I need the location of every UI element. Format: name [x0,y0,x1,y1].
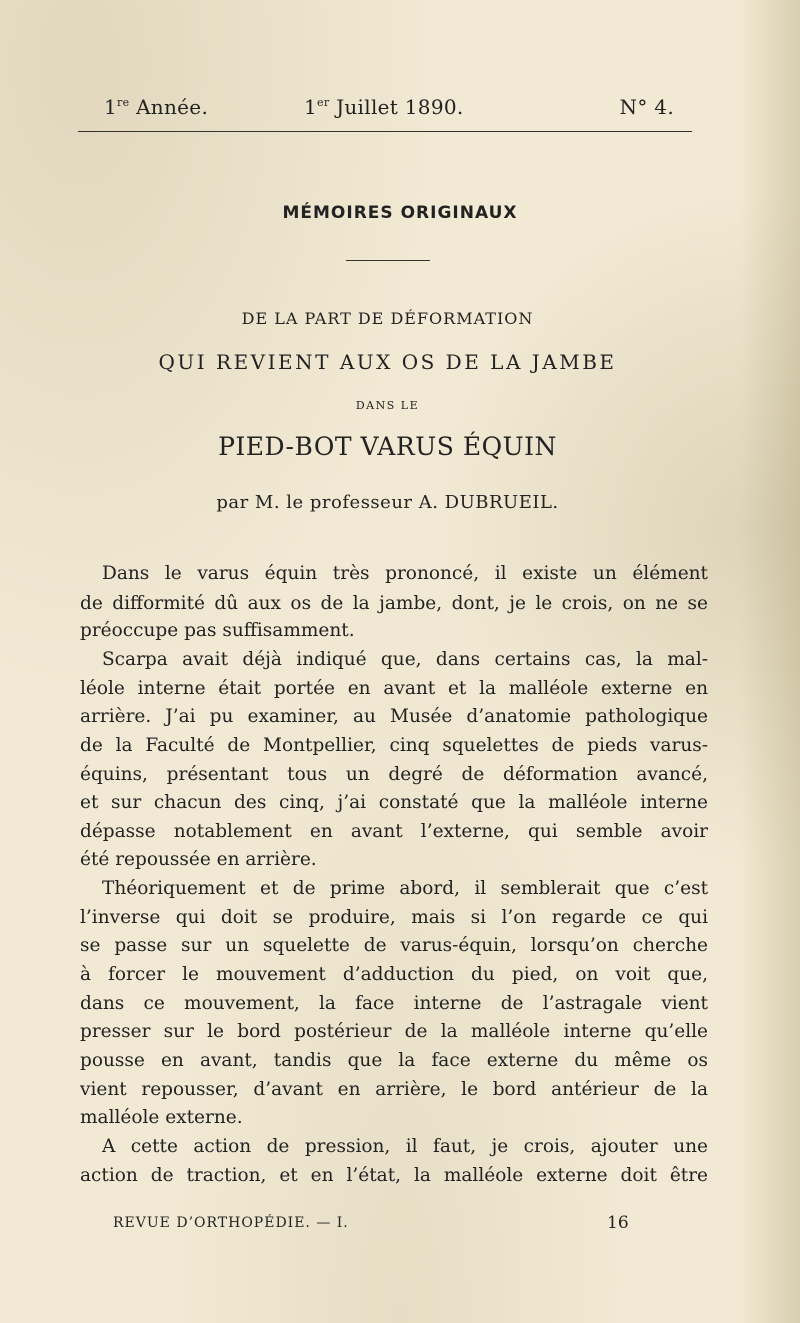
header-date: 1er Juillet 1890. [304,95,464,119]
footer-journal: REVUE D’ORTHOPÉDIE. — I. [113,1215,349,1231]
article-title-line-2: QUI REVIENT AUX OS DE LA JAMBE [158,350,617,374]
body-line: été repoussée en arrière. [80,849,317,870]
body-line: dépasse notablement en avant l’externe, qui semble avoir [80,821,708,842]
body-line: A cette action de pression, il faut, je crois, ajouter une [102,1136,708,1157]
article-title-line-4: PIED-BOT VARUS ÉQUIN [218,432,557,461]
body-line: léole interne était portée en avant et la malléole externe en [80,678,708,699]
body-line: se passe sur un squelette de varus-équin, lorsqu’on cherche [80,935,708,956]
header-year: 1re Année. [104,95,209,119]
body-line: vient repousser, d’avant en arrière, le bord antérieur de la [80,1079,708,1100]
body-line: et sur chacun des cinq, j’ai constaté que la malléole interne [80,792,708,813]
body-line: dans ce mouvement, la face interne de l’astragale vient [80,993,708,1014]
body-line: de difformité dû aux os de la jambe, dont, je le crois, on ne se [80,593,708,614]
body-line: pousse en avant, tandis que la face externe du même os [80,1050,708,1071]
body-line: équins, présentant tous un degré de déformation avancé, [80,764,708,785]
body-line: Théoriquement et de prime abord, il semblerait que c’est [102,878,708,899]
article-title-line-1: DE LA PART DE DÉFORMATION [241,309,534,328]
article-title-line-3: DANS LE [355,399,420,412]
body-line: préoccupe pas suffisamment. [80,620,355,641]
page-header [104,95,674,123]
body-line: presser sur le bord postérieur de la malléole interne qu’elle [80,1021,708,1042]
author-byline: par M. le professeur A. DUBRUEIL. [216,492,559,513]
body-line: à forcer le mouvement d’adduction du pied, on voit que, [80,964,708,985]
section-title: MÉMOIRES ORIGINAUX [282,203,518,223]
body-line: Dans le varus équin très prononcé, il existe un élément [102,563,708,584]
body-line: de la Faculté de Montpellier, cinq squelettes de pieds varus- [80,735,708,756]
page-edge-shadow [740,0,800,1323]
body-line: arrière. J’ai pu examiner, au Musée d’anatomie pathologique [80,706,708,727]
header-issue-number: N° 4. [619,95,674,119]
footer-page-number: 16 [607,1213,629,1233]
title-divider [346,260,430,261]
body-line: action de traction, et en l’état, la malléole externe doit être [80,1165,708,1186]
body-line: l’inverse qui doit se produire, mais si l’on regarde ce qui [80,907,708,928]
body-line: malléole externe. [80,1107,243,1128]
header-rule [78,131,692,132]
body-line: Scarpa avait déjà indiqué que, dans certains cas, la mal- [102,649,708,670]
